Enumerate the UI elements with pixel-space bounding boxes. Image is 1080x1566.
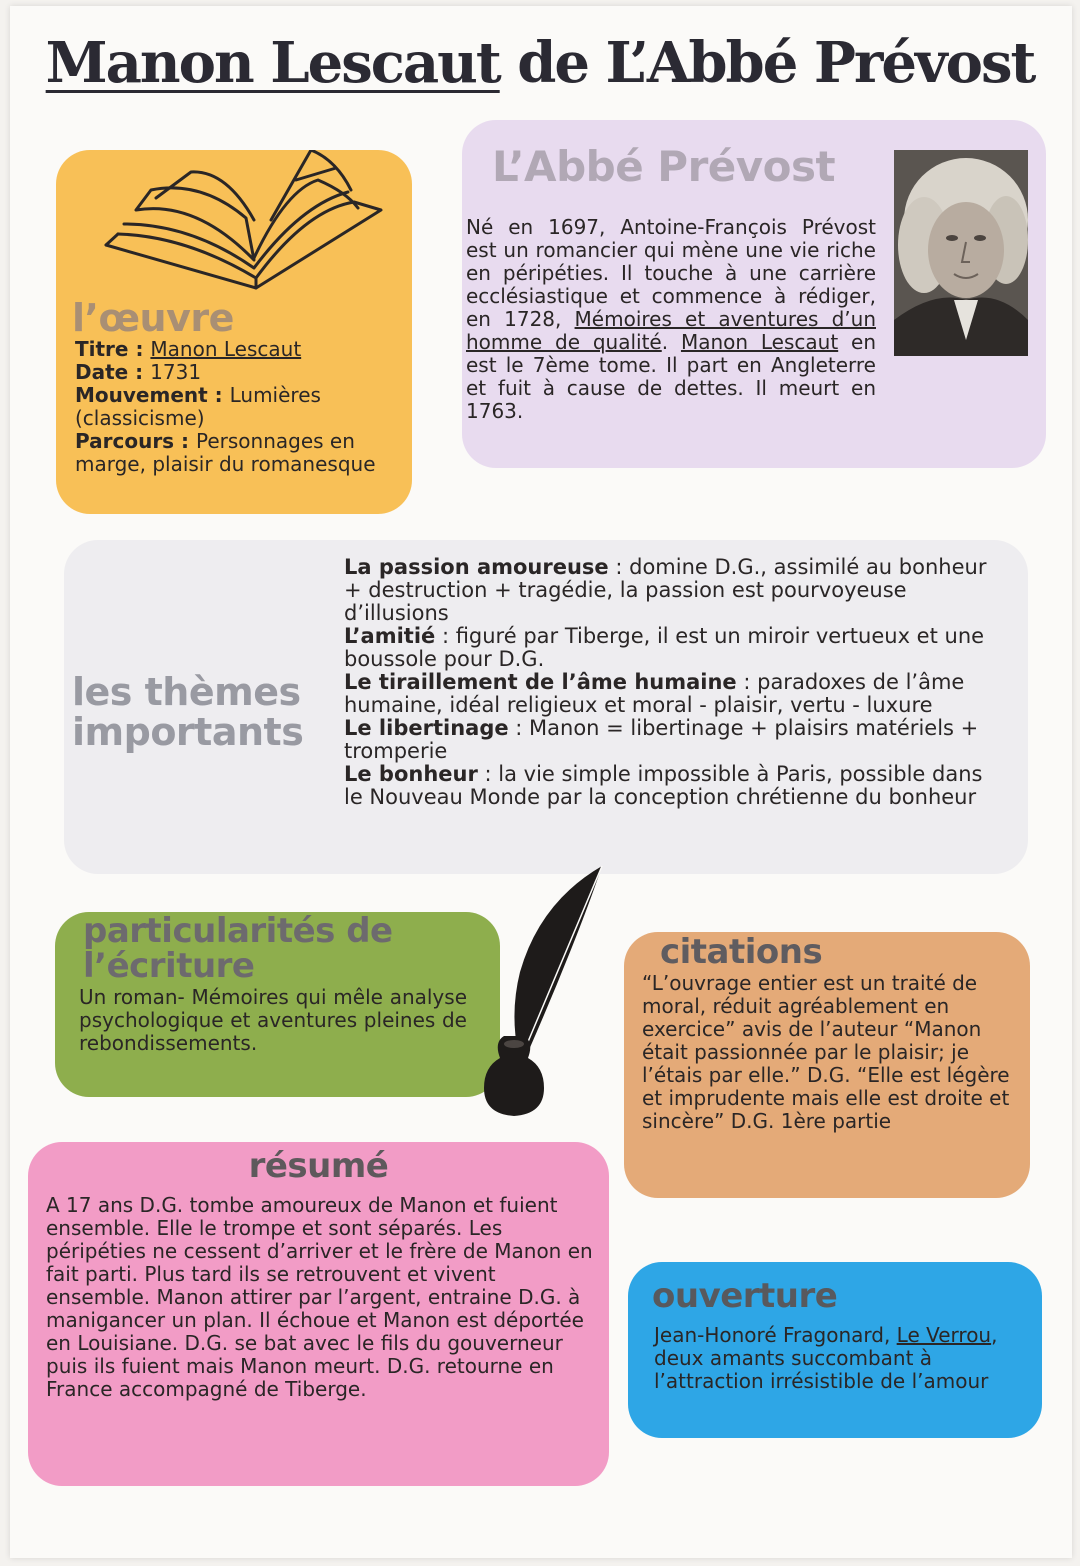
oeuvre-date-row: [75, 361, 405, 384]
oeuvre-parcours-row: [75, 430, 405, 476]
themes-card: [64, 540, 1028, 874]
titre-value: Manon Lescaut: [150, 337, 302, 361]
parcours-label: Parcours :: [75, 429, 197, 453]
bio-text-1: Né en 1697, Antoine-François Prévost est un romancier qui mène une vie riche en péripéties. Il touche à une carrière ecclésiastique et commence à rédiger, en 1728,: [466, 215, 876, 331]
summary-text: A 17 ans D.G. tombe amoureux de Manon et fuient ensemble. Elle le trompe et sont séparés. Les péripéties ne cessent d’arriver et le frère de Manon en fait parti. Plus tard ils se retrouvent et vivent ensemble. Manon attirer par l’argent, entraine D.G. à manigancer un plan. Il échoue et Manon est déportée en Louisiane. D.G. se bat avec le fils du gouverneur puis ils fuient mais Manon meurt. D.G. retourne en France accompagné de Tiberge.: [46, 1193, 593, 1401]
theme-text: : Manon = libertinage + plaisirs matériels + tromperie: [344, 716, 979, 763]
oeuvre-titre-row: [75, 338, 405, 361]
theme-item: [344, 671, 1004, 717]
theme-item: [344, 556, 1004, 625]
author-card: [462, 120, 1046, 468]
oeuvre-mouvement-row: [75, 384, 405, 430]
theme-label: La passion amoureuse: [344, 555, 609, 579]
portrait-image: [894, 150, 1028, 356]
theme-item: [344, 717, 1004, 763]
opening-text-2: , deux amants succombant à l’attraction irrésistible de l’amour: [654, 1323, 998, 1393]
opening-card: [628, 1262, 1042, 1438]
titre-label: Titre :: [75, 337, 151, 361]
opening-text: [654, 1324, 1004, 1393]
writing-features-card: [55, 912, 500, 1097]
themes-list: [344, 556, 1004, 809]
writing-features-heading: particularités de l’écriture: [83, 912, 393, 986]
quotes-card: [624, 932, 1030, 1198]
oeuvre-heading: l’œuvre: [72, 296, 234, 340]
bio-work-1: Mémoires et aventures d’un homme de qualité: [466, 307, 876, 354]
oeuvre-card: [56, 150, 412, 514]
theme-label: Le tiraillement de l’âme humaine: [344, 670, 737, 694]
bio-text-3: en est le 7ème tome. Il part en Angleterre et fuit à cause de dettes. Il meurt en 1763.: [466, 330, 877, 423]
summary-card: [28, 1142, 609, 1486]
theme-text: : paradoxes de l’âme humaine, idéal religieux et moral - plaisir, vertu - luxure: [344, 670, 965, 717]
theme-label: L’amitié: [344, 624, 436, 648]
date-value: 1731: [150, 360, 202, 384]
date-label: Date :: [75, 360, 151, 384]
author-heading: L’Abbé Prévost: [492, 142, 836, 191]
bio-text-2: .: [661, 330, 681, 354]
mouvement-value: Lumières (classicisme): [75, 383, 321, 430]
quotes-heading: citations: [660, 932, 823, 972]
title-author: de L’Abbé Prévost: [499, 30, 1035, 96]
author-bio: [466, 216, 876, 423]
quotes-text: “L’ouvrage entier est un traité de moral, réduit agréablement en exercice” avis de l’auteur “Manon était passionnée par le plaisir; je l’étais par elle.” D.G. “Elle est légère et imprudente mais elle est droite et sincère” D.G. 1ère partie: [642, 971, 1010, 1133]
oeuvre-body: [75, 338, 405, 476]
title-work: Manon Lescaut: [45, 30, 500, 96]
summary-heading: résumé: [248, 1146, 389, 1186]
theme-text: : figuré par Tiberge, il est un miroir vertueux et une boussole pour D.G.: [344, 624, 985, 671]
mouvement-label: Mouvement :: [75, 383, 230, 407]
page-title: [0, 30, 1080, 96]
quill-inkwell-icon: [480, 862, 610, 1122]
theme-item: [344, 763, 1004, 809]
theme-text: : la vie simple impossible à Paris, possible dans le Nouveau Monde par la conception chrétienne du bonheur: [344, 762, 983, 809]
opening-heading: ouverture: [652, 1276, 838, 1316]
theme-text: : domine D.G., assimilé au bonheur + destruction + tragédie, la passion est pourvoyeuse d’illusions: [344, 555, 987, 625]
theme-label: Le libertinage: [344, 716, 509, 740]
theme-label: Le bonheur: [344, 762, 478, 786]
opening-text-1: Jean-Honoré Fragonard,: [654, 1323, 897, 1347]
opening-work: Le Verrou: [896, 1323, 992, 1347]
writing-features-text: Un roman- Mémoires qui mêle analyse psychologique et aventures pleines de rebondissements.: [79, 985, 467, 1055]
parcours-value: Personnages en marge, plaisir du romanesque: [75, 429, 376, 476]
open-book-icon: [96, 150, 396, 300]
theme-item: [344, 625, 1004, 671]
themes-heading: les thèmes importants: [72, 670, 304, 754]
bio-work-2: Manon Lescaut: [680, 330, 839, 354]
